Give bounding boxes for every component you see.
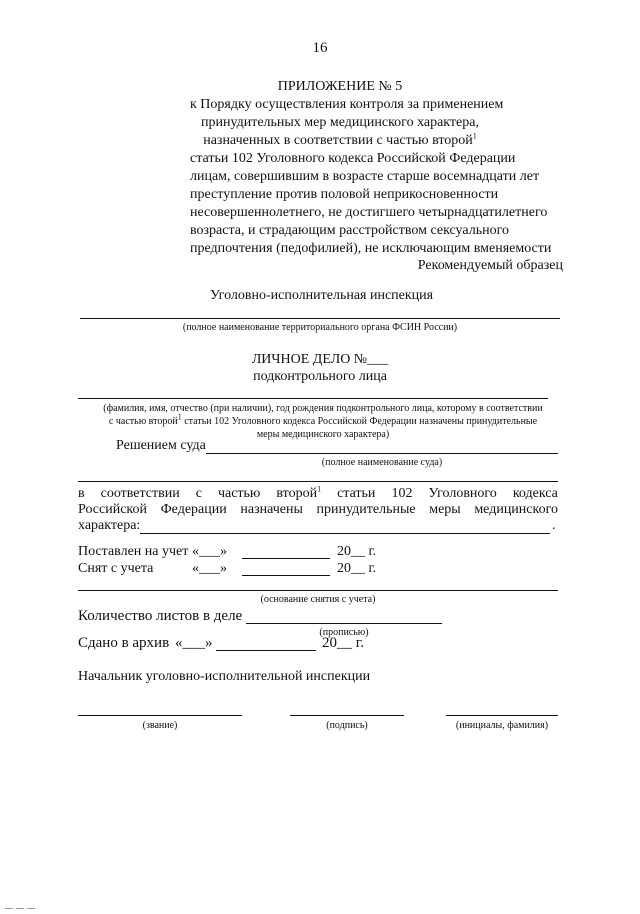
accordance-word: Уголовного (428, 486, 497, 501)
accordance-word (276, 486, 321, 502)
signature-caption: (подпись) (326, 720, 368, 731)
case-title: ЛИЧНОЕ ДЕЛО №___ (251, 352, 389, 367)
registered-month-line[interactable] (242, 558, 330, 559)
signature-line[interactable] (290, 715, 404, 716)
accordance-word: 102 (391, 486, 413, 501)
person-caption-line (78, 412, 568, 428)
page-number: 16 (312, 40, 328, 56)
accordance-period: . (552, 518, 556, 533)
rank-line[interactable] (78, 715, 242, 716)
sheets-fill-line[interactable] (246, 623, 442, 624)
appendix-line: к Порядку осуществления контроля за применением (190, 97, 504, 112)
appendix-line: возраста, и страдающим расстройством сексуального (190, 223, 509, 238)
removal-reason-line[interactable] (78, 590, 558, 591)
case-subtitle: подконтрольного лица (253, 369, 387, 384)
removed-day[interactable]: «___» (192, 561, 227, 576)
appendix-line (190, 132, 490, 150)
person-caption (78, 402, 568, 441)
sheets-label: Количество листов в деле (78, 608, 243, 624)
appendix-line: лицам, совершившим в возрасте старше восемнадцати лет (190, 169, 540, 184)
inspection-name: Уголовно-исполнительная инспекция (210, 288, 434, 303)
footnote-mark: 1 (317, 484, 322, 494)
sheets-caption: (прописью) (319, 627, 369, 638)
accordance-word: принудительные (316, 502, 416, 517)
accordance-word-text: второй (276, 486, 318, 501)
accordance-word: медицинского (474, 502, 558, 517)
chief-title: Начальник уголовно-исполнительной инспекции (78, 669, 371, 684)
character-fill-line[interactable] (140, 533, 550, 534)
person-fill-line[interactable] (78, 398, 548, 399)
appendix-line: статьи 102 Уголовного кодекса Российской Федерации (190, 151, 516, 166)
inspection-fill-line[interactable] (80, 318, 560, 319)
recommended-sample-label: Рекомендуемый образец (417, 258, 563, 273)
page-edge-mark (5, 896, 45, 900)
inspection-caption: (полное наименование территориального органа ФСИН России) (182, 322, 458, 333)
archive-day[interactable]: «___» (175, 635, 213, 651)
accordance-word: Федерации (160, 502, 227, 517)
court-fill-line-2[interactable] (78, 481, 558, 482)
archive-month-line[interactable] (216, 650, 316, 651)
accordance-word: назначены (240, 502, 303, 517)
accordance-word: меры (429, 502, 461, 517)
appendix-title: ПРИЛОЖЕНИЕ № 5 (277, 79, 403, 94)
rank-caption: (звание) (142, 720, 178, 731)
accordance-word: Российской (78, 502, 147, 517)
removed-year[interactable]: 20__ г. (337, 561, 377, 576)
accordance-word: частью (217, 486, 261, 501)
accordance-line-1 (78, 486, 558, 502)
person-caption-line: (фамилия, имя, отчество (при наличии), год рождения подконтрольного лица, которому в соответствии (103, 403, 543, 414)
appendix-line: несовершеннолетнего, не достигшего четырнадцатилетнего (190, 205, 548, 220)
appendix-line-text: назначенных в соответствии с частью второй (203, 133, 473, 148)
archive-label: Сдано в архив (78, 635, 170, 651)
appendix-line: преступление против половой неприкосновенности (190, 187, 499, 202)
accordance-word: в (78, 486, 85, 501)
person-caption-text: статьи 102 Уголовного кодекса Российской Федерации назначены принудительные (184, 416, 538, 427)
accordance-word: статьи (337, 486, 376, 501)
appendix-line: предпочтения (педофилией), не исключающим вменяемости (190, 241, 552, 256)
archive-year[interactable]: 20__ г. (322, 635, 364, 651)
accordance-line-3: характера: (78, 518, 141, 533)
accordance-word: с (195, 486, 202, 501)
registered-year[interactable]: 20__ г. (337, 544, 377, 559)
removal-caption: (основание снятия с учета) (260, 594, 376, 605)
registered-label: Поставлен на учет (78, 544, 189, 559)
registered-day[interactable]: «___» (192, 544, 227, 559)
appendix-header (190, 78, 552, 258)
court-caption: (полное наименование суда) (321, 457, 443, 468)
footnote-mark: 1 (177, 412, 182, 422)
removed-month-line[interactable] (242, 575, 330, 576)
initials-line[interactable] (446, 715, 558, 716)
accordance-word: соответствии (100, 486, 180, 501)
court-label: Решением суда (116, 438, 206, 453)
footnote-mark: 1 (472, 131, 477, 141)
person-caption-line: меры медицинского характера) (256, 429, 390, 440)
person-caption-text: с частью второй (108, 416, 178, 427)
accordance-word: кодекса (512, 486, 558, 501)
accordance-line-2 (78, 502, 558, 518)
appendix-line: принудительных мер медицинского характера, (201, 115, 479, 130)
removed-label: Снят с учета (78, 561, 154, 576)
initials-caption: (инициалы, фамилия) (455, 720, 549, 731)
court-fill-line[interactable] (206, 453, 558, 454)
